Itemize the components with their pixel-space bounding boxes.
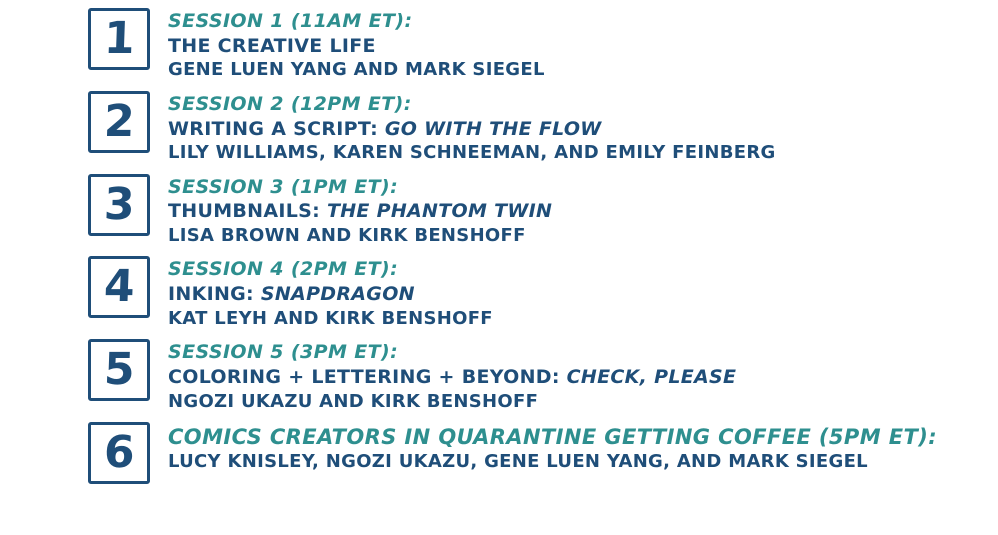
session-title: COMICS CREATORS IN QUARANTINE GETTING COFFEE (5PM ET): — [168, 425, 937, 450]
session-presenters: LILY WILLIAMS, KAREN SCHNEEMAN, AND EMILY FEINBERG — [168, 142, 776, 164]
session-title: SESSION 5 (3PM ET): — [168, 341, 399, 364]
session-title: SESSION 4 (2PM ET): — [168, 258, 399, 281]
session-description-lead: INKING: — [168, 283, 261, 306]
session-description-lead: COLORING + LETTERING + BEYOND: — [168, 366, 567, 389]
session-description — [168, 117, 776, 142]
session-row — [0, 339, 998, 413]
session-description — [168, 199, 552, 224]
session-row — [0, 174, 998, 248]
session-title: SESSION 2 (12PM ET): — [168, 92, 412, 115]
session-row — [0, 91, 998, 165]
session-details — [168, 339, 736, 413]
session-row — [0, 422, 998, 484]
session-title: SESSION 1 (11AM ET): — [168, 10, 413, 32]
session-presenters: LUCY KNISLEY, NGOZI UKAZU, GENE LUEN YANG, AND MARK SIEGEL — [168, 451, 868, 473]
session-description-work-title: GO WITH THE FLOW — [384, 117, 602, 140]
session-details — [168, 91, 776, 165]
session-presenters: KAT LEYH AND KIRK BENSHOFF — [168, 307, 493, 329]
session-description-work-title: SNAPDRAGON — [260, 283, 415, 306]
session-description-lead: WRITING A SCRIPT: — [168, 117, 385, 140]
session-number: 1 — [102, 13, 136, 64]
session-row — [0, 256, 998, 330]
session-description-work-title: CHECK, PLEASE — [566, 366, 737, 389]
session-description — [168, 365, 736, 390]
session-number: 4 — [102, 261, 136, 313]
session-description — [168, 282, 493, 307]
session-details — [168, 256, 493, 330]
session-number: 5 — [102, 344, 136, 396]
session-number-box — [88, 422, 150, 484]
session-number-box — [88, 8, 150, 70]
session-number: 2 — [102, 95, 136, 147]
session-presenters: NGOZI UKAZU AND KIRK BENSHOFF — [168, 390, 539, 412]
session-details — [168, 8, 545, 82]
session-title: SESSION 3 (1PM ET): — [168, 175, 399, 198]
session-presenters: GENE LUEN YANG AND MARK SIEGEL — [168, 59, 545, 81]
session-presenters: LISA BROWN AND KIRK BENSHOFF — [168, 225, 526, 247]
session-number: 3 — [102, 178, 136, 230]
session-details — [168, 174, 552, 248]
session-number: 6 — [102, 427, 136, 479]
session-description-lead: THUMBNAILS: — [168, 200, 327, 223]
session-number-box — [88, 256, 150, 318]
session-number-box — [88, 91, 150, 153]
session-description — [168, 34, 545, 59]
session-number-box — [88, 174, 150, 236]
session-row — [0, 8, 998, 82]
session-description-lead: THE CREATIVE LIFE — [168, 34, 376, 57]
session-details — [168, 422, 937, 474]
session-description-work-title: THE PHANTOM TWIN — [326, 200, 553, 223]
session-number-box — [88, 339, 150, 401]
